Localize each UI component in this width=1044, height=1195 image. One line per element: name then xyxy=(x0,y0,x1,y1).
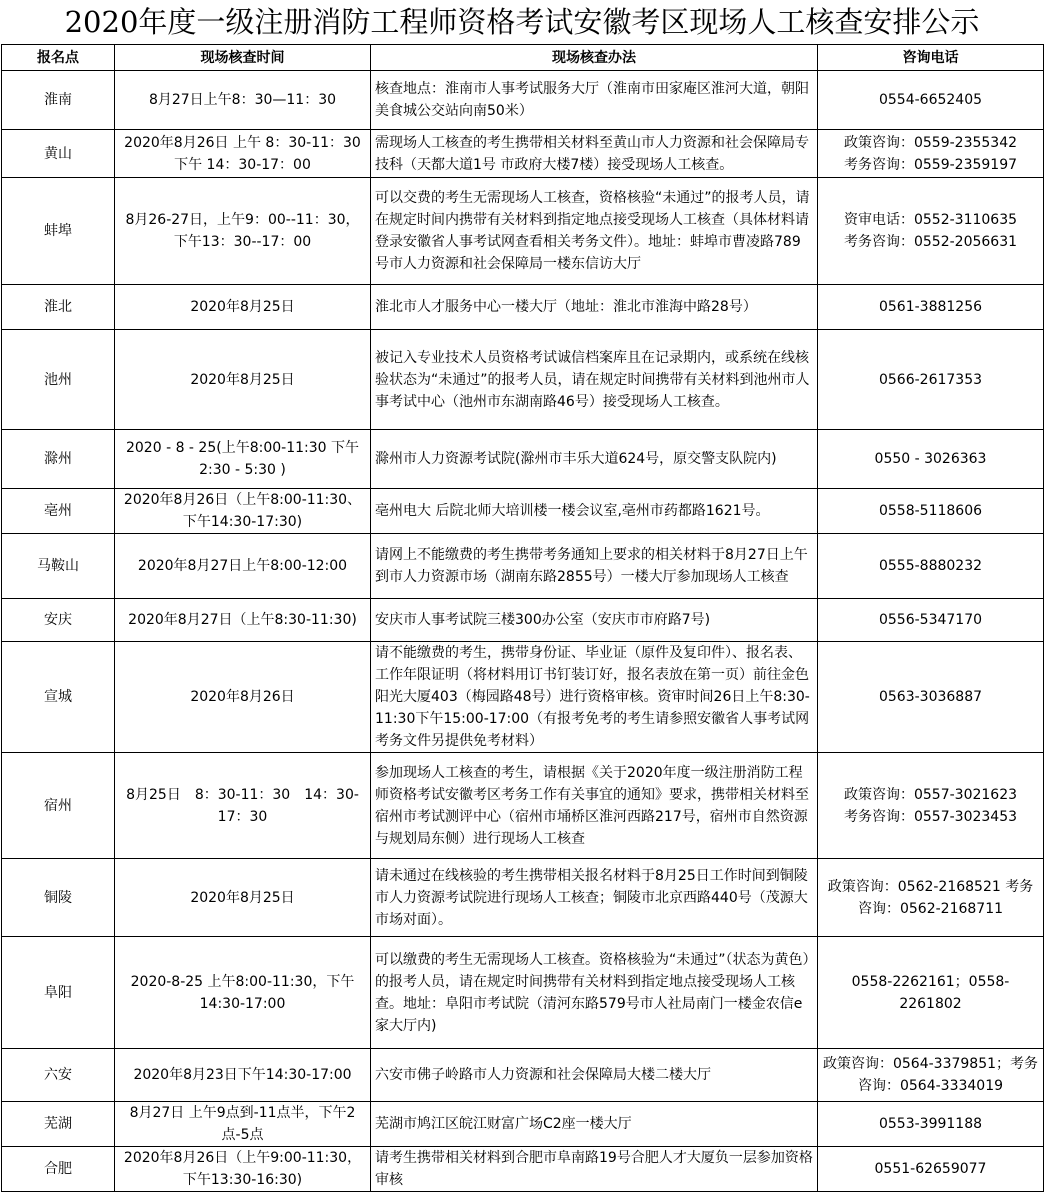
table-row xyxy=(2,489,1044,534)
cell-method: 被记入专业技术人员资格考试诚信档案库且在记录期内，或系统在线核验状态为“未通过”的报考人员，请在规定时间携带有关材料到池州市人事考试中心（池州市东湖南路46号）接受现场人工核查。 xyxy=(371,330,818,430)
cell-phone xyxy=(818,71,1044,130)
cell-phone xyxy=(818,178,1044,285)
cell-phone xyxy=(818,489,1044,534)
cell-method: 需现场人工核查的考生携带相关材料至黄山市人力资源和社会保障局专技科（天都大道1号 市政府大楼7楼）接受现场人工核查。 xyxy=(371,130,818,178)
table-body xyxy=(2,71,1044,1192)
time-line: 2020年8月27日（上午8:30-11:30) xyxy=(128,612,357,628)
cell-phone xyxy=(818,430,1044,489)
cell-method: 亳州电大 后院北师大培训楼一楼会议室,亳州市药都路1621号。 xyxy=(371,489,818,534)
time-line: 下午13:30-16:30) xyxy=(182,1172,303,1188)
cell-phone xyxy=(818,599,1044,642)
cell-site: 黄山 xyxy=(2,130,115,178)
cell-site: 滁州 xyxy=(2,430,115,489)
cell-site: 铜陵 xyxy=(2,859,115,937)
cell-time xyxy=(115,430,371,489)
table-row xyxy=(2,534,1044,599)
phone-line: 政策咨询：0557-3021623 xyxy=(843,786,1018,803)
table-row xyxy=(2,71,1044,130)
cell-site: 淮南 xyxy=(2,71,115,130)
cell-phone xyxy=(818,1147,1044,1192)
phone-line: 0555-8880232 xyxy=(878,558,983,574)
time-line: 8月27日上午8：30—11：30 xyxy=(148,92,337,108)
cell-site: 宣城 xyxy=(2,642,115,753)
time-line: 2020 - 8 - 25(上午8:00-11:30 下午2:30 - 5:30 ) xyxy=(125,440,359,478)
cell-time xyxy=(115,859,371,937)
cell-time xyxy=(115,599,371,642)
time-line: 2020年8月25日 xyxy=(190,889,295,906)
cell-phone xyxy=(818,753,1044,859)
header-method: 现场核查办法 xyxy=(371,45,818,71)
header-time: 现场核查时间 xyxy=(115,45,371,71)
cell-method: 六安市佛子岭路市人力资源和社会保障局大楼二楼大厅 xyxy=(371,1049,818,1102)
cell-method: 请不能缴费的考生，携带身份证、毕业证（原件及复印件）、报名表、工作年限证明（将材料用订书钉装订好，报名表放在第一页）前往金色阳光大厦403（梅园路48号）进行资格审核。资审时间26日上午8:30-11:30下午15:00-17:00（有报考免考的考生请参照安徽省人事考试网考务文件另提供免考材料） xyxy=(371,642,818,753)
phone-line: 0561-3881256 xyxy=(878,299,983,315)
table-header-row xyxy=(2,45,1044,71)
cell-method: 可以缴费的考生无需现场人工核查。资格核验为“未通过”（状态为黄色）的报考人员，请在规定时间携带有关材料到指定地点接受现场人工核查。地址：阜阳市考试院（清河东路579号市人社局南门一楼金农信e家大厅内) xyxy=(371,937,818,1049)
phone-line: 政策咨询：0559-2355342 xyxy=(843,134,1018,151)
phone-line: 资审电话：0552-3110635 xyxy=(843,212,1018,228)
phone-line: 0551-62659077 xyxy=(874,1161,987,1177)
cell-time xyxy=(115,1102,371,1147)
cell-phone xyxy=(818,937,1044,1049)
time-line: 8月26-27日，上午9：00--11：30， xyxy=(125,212,360,228)
cell-time xyxy=(115,534,371,599)
phone-line: 考务咨询：0557-3023453 xyxy=(843,808,1018,825)
cell-phone xyxy=(818,130,1044,178)
header-phone: 咨询电话 xyxy=(818,45,1044,71)
cell-site: 合肥 xyxy=(2,1147,115,1192)
cell-time xyxy=(115,178,371,285)
cell-time xyxy=(115,753,371,859)
cell-site: 蚌埠 xyxy=(2,178,115,285)
table-row xyxy=(2,178,1044,285)
cell-method: 安庆市人事考试院三楼300办公室（安庆市市府路7号) xyxy=(371,599,818,642)
cell-phone xyxy=(818,642,1044,753)
cell-site: 阜阳 xyxy=(2,937,115,1049)
table-row xyxy=(2,1049,1044,1102)
cell-phone xyxy=(818,330,1044,430)
cell-time xyxy=(115,1049,371,1102)
phone-line: 0554-6652405 xyxy=(878,92,983,108)
phone-line: 政策咨询：0564-3379851；考务咨询：0564-3334019 xyxy=(822,1056,1039,1094)
time-line: 2020年8月26日 xyxy=(190,689,295,705)
table-row xyxy=(2,859,1044,937)
table-row xyxy=(2,1102,1044,1147)
table-row xyxy=(2,430,1044,489)
table-row xyxy=(2,130,1044,178)
cell-phone xyxy=(818,1049,1044,1102)
table-row xyxy=(2,330,1044,430)
cell-phone xyxy=(818,859,1044,937)
cell-site: 亳州 xyxy=(2,489,115,534)
cell-site: 六安 xyxy=(2,1049,115,1102)
schedule-table xyxy=(1,44,1044,1192)
cell-time xyxy=(115,489,371,534)
cell-method: 请未通过在线核验的考生携带相关报名材料于8月25日工作时间到铜陵市人力资源考试院进行现场人工核查；铜陵市北京西路440号（茂源大市场对面）。 xyxy=(371,859,818,937)
time-line: 2020-8-25 上午8:00-11:30，下午14:30-17:00 xyxy=(130,973,355,1012)
cell-time xyxy=(115,1147,371,1192)
cell-time xyxy=(115,937,371,1049)
cell-method: 滁州市人力资源考试院(滁州市丰乐大道624号，原交警支队院内) xyxy=(371,430,818,489)
phone-line: 0553-3991188 xyxy=(878,1116,983,1132)
cell-time xyxy=(115,642,371,753)
phone-line: 0558-5118606 xyxy=(878,503,983,519)
table-row xyxy=(2,285,1044,330)
phone-line: 考务咨询：0552-2056631 xyxy=(843,234,1018,250)
table-row xyxy=(2,642,1044,753)
time-line: 2020年8月26日 上午 8：30-11：30 xyxy=(124,134,361,151)
time-line: 2020年8月25日 xyxy=(190,299,295,315)
cell-time xyxy=(115,130,371,178)
phone-line: 0558-2262161；0558-2261802 xyxy=(851,973,1010,1012)
cell-method: 可以交费的考生无需现场人工核查，资格核验“未通过”的报考人员，请在规定时间内携带有关材料到指定地点接受现场人工核查（具体材料请登录安徽省人事考试网查看相关考务文件）。地址：蚌埠市曹凌路789号市人力资源和社会保障局一楼东信访大厅 xyxy=(371,178,818,285)
cell-time xyxy=(115,330,371,430)
table-row xyxy=(2,937,1044,1049)
cell-phone xyxy=(818,285,1044,330)
phone-line: 考务咨询：0559-2359197 xyxy=(843,156,1018,173)
cell-method: 淮北市人才服务中心一楼大厅（地址：淮北市淮海中路28号） xyxy=(371,285,818,330)
table-row xyxy=(2,599,1044,642)
cell-method: 请网上不能缴费的考生携带考务通知上要求的相关材料于8月27日上午到市人力资源市场（湖南东路2855号）一楼大厅参加现场人工核查 xyxy=(371,534,818,599)
time-line: 8月27日 上午9点到-11点半，下午2点-5点 xyxy=(129,1105,356,1143)
cell-time xyxy=(115,71,371,130)
time-line: 下午13：30--17：00 xyxy=(173,234,312,250)
header-site: 报名点 xyxy=(2,45,115,71)
table-row xyxy=(2,1147,1044,1192)
page-title: 2020年度一级注册消防工程师资格考试安徽考区现场人工核查安排公示 xyxy=(64,5,980,39)
cell-method: 请考生携带相关材料到合肥市阜南路19号合肥人才大厦负一层参加资格审核 xyxy=(371,1147,818,1192)
cell-site: 安庆 xyxy=(2,599,115,642)
phone-line: 0563-3036887 xyxy=(878,689,983,705)
cell-phone xyxy=(818,534,1044,599)
phone-line: 0566-2617353 xyxy=(878,371,983,388)
cell-method: 参加现场人工核查的考生，请根据《关于2020年度一级注册消防工程师资格考试安徽考区考务工作有关事宜的通知》要求，携带相关材料至宿州市考试测评中心（宿州市埇桥区淮河西路217号，宿州市自然资源与规划局东侧）进行现场人工核查 xyxy=(371,753,818,859)
cell-site: 芜湖 xyxy=(2,1102,115,1147)
phone-line: 0556-5347170 xyxy=(878,612,983,628)
cell-site: 马鞍山 xyxy=(2,534,115,599)
cell-phone xyxy=(818,1102,1044,1147)
cell-site: 淮北 xyxy=(2,285,115,330)
cell-method: 芜湖市鸠江区皖江财富广场C2座一楼大厅 xyxy=(371,1102,818,1147)
time-line: 2020年8月26日（上午9:00-11:30， xyxy=(123,1150,362,1166)
time-line: 2020年8月23日下午14:30-17:00 xyxy=(133,1067,352,1083)
phone-line: 政策咨询：0562-2168521 考务咨询：0562-2168711 xyxy=(827,878,1034,917)
cell-method: 核查地点：淮南市人事考试服务大厅（淮南市田家庵区淮河大道，朝阳美食城公交站向南50米） xyxy=(371,71,818,130)
cell-site: 池州 xyxy=(2,330,115,430)
time-line: 2020年8月25日 xyxy=(190,371,295,388)
time-line: 2020年8月27日上午8:00-12:00 xyxy=(137,558,348,574)
time-line: 2020年8月26日（上午8:00-11:30、下午14:30-17:30) xyxy=(123,492,362,530)
time-line: 下午 14：30-17：00 xyxy=(174,156,311,173)
cell-time xyxy=(115,285,371,330)
cell-site: 宿州 xyxy=(2,753,115,859)
time-line: 8月25日 8：30-11：30 14：30-17：30 xyxy=(126,786,359,825)
phone-line: 0550 - 3026363 xyxy=(874,451,987,467)
table-row xyxy=(2,753,1044,859)
